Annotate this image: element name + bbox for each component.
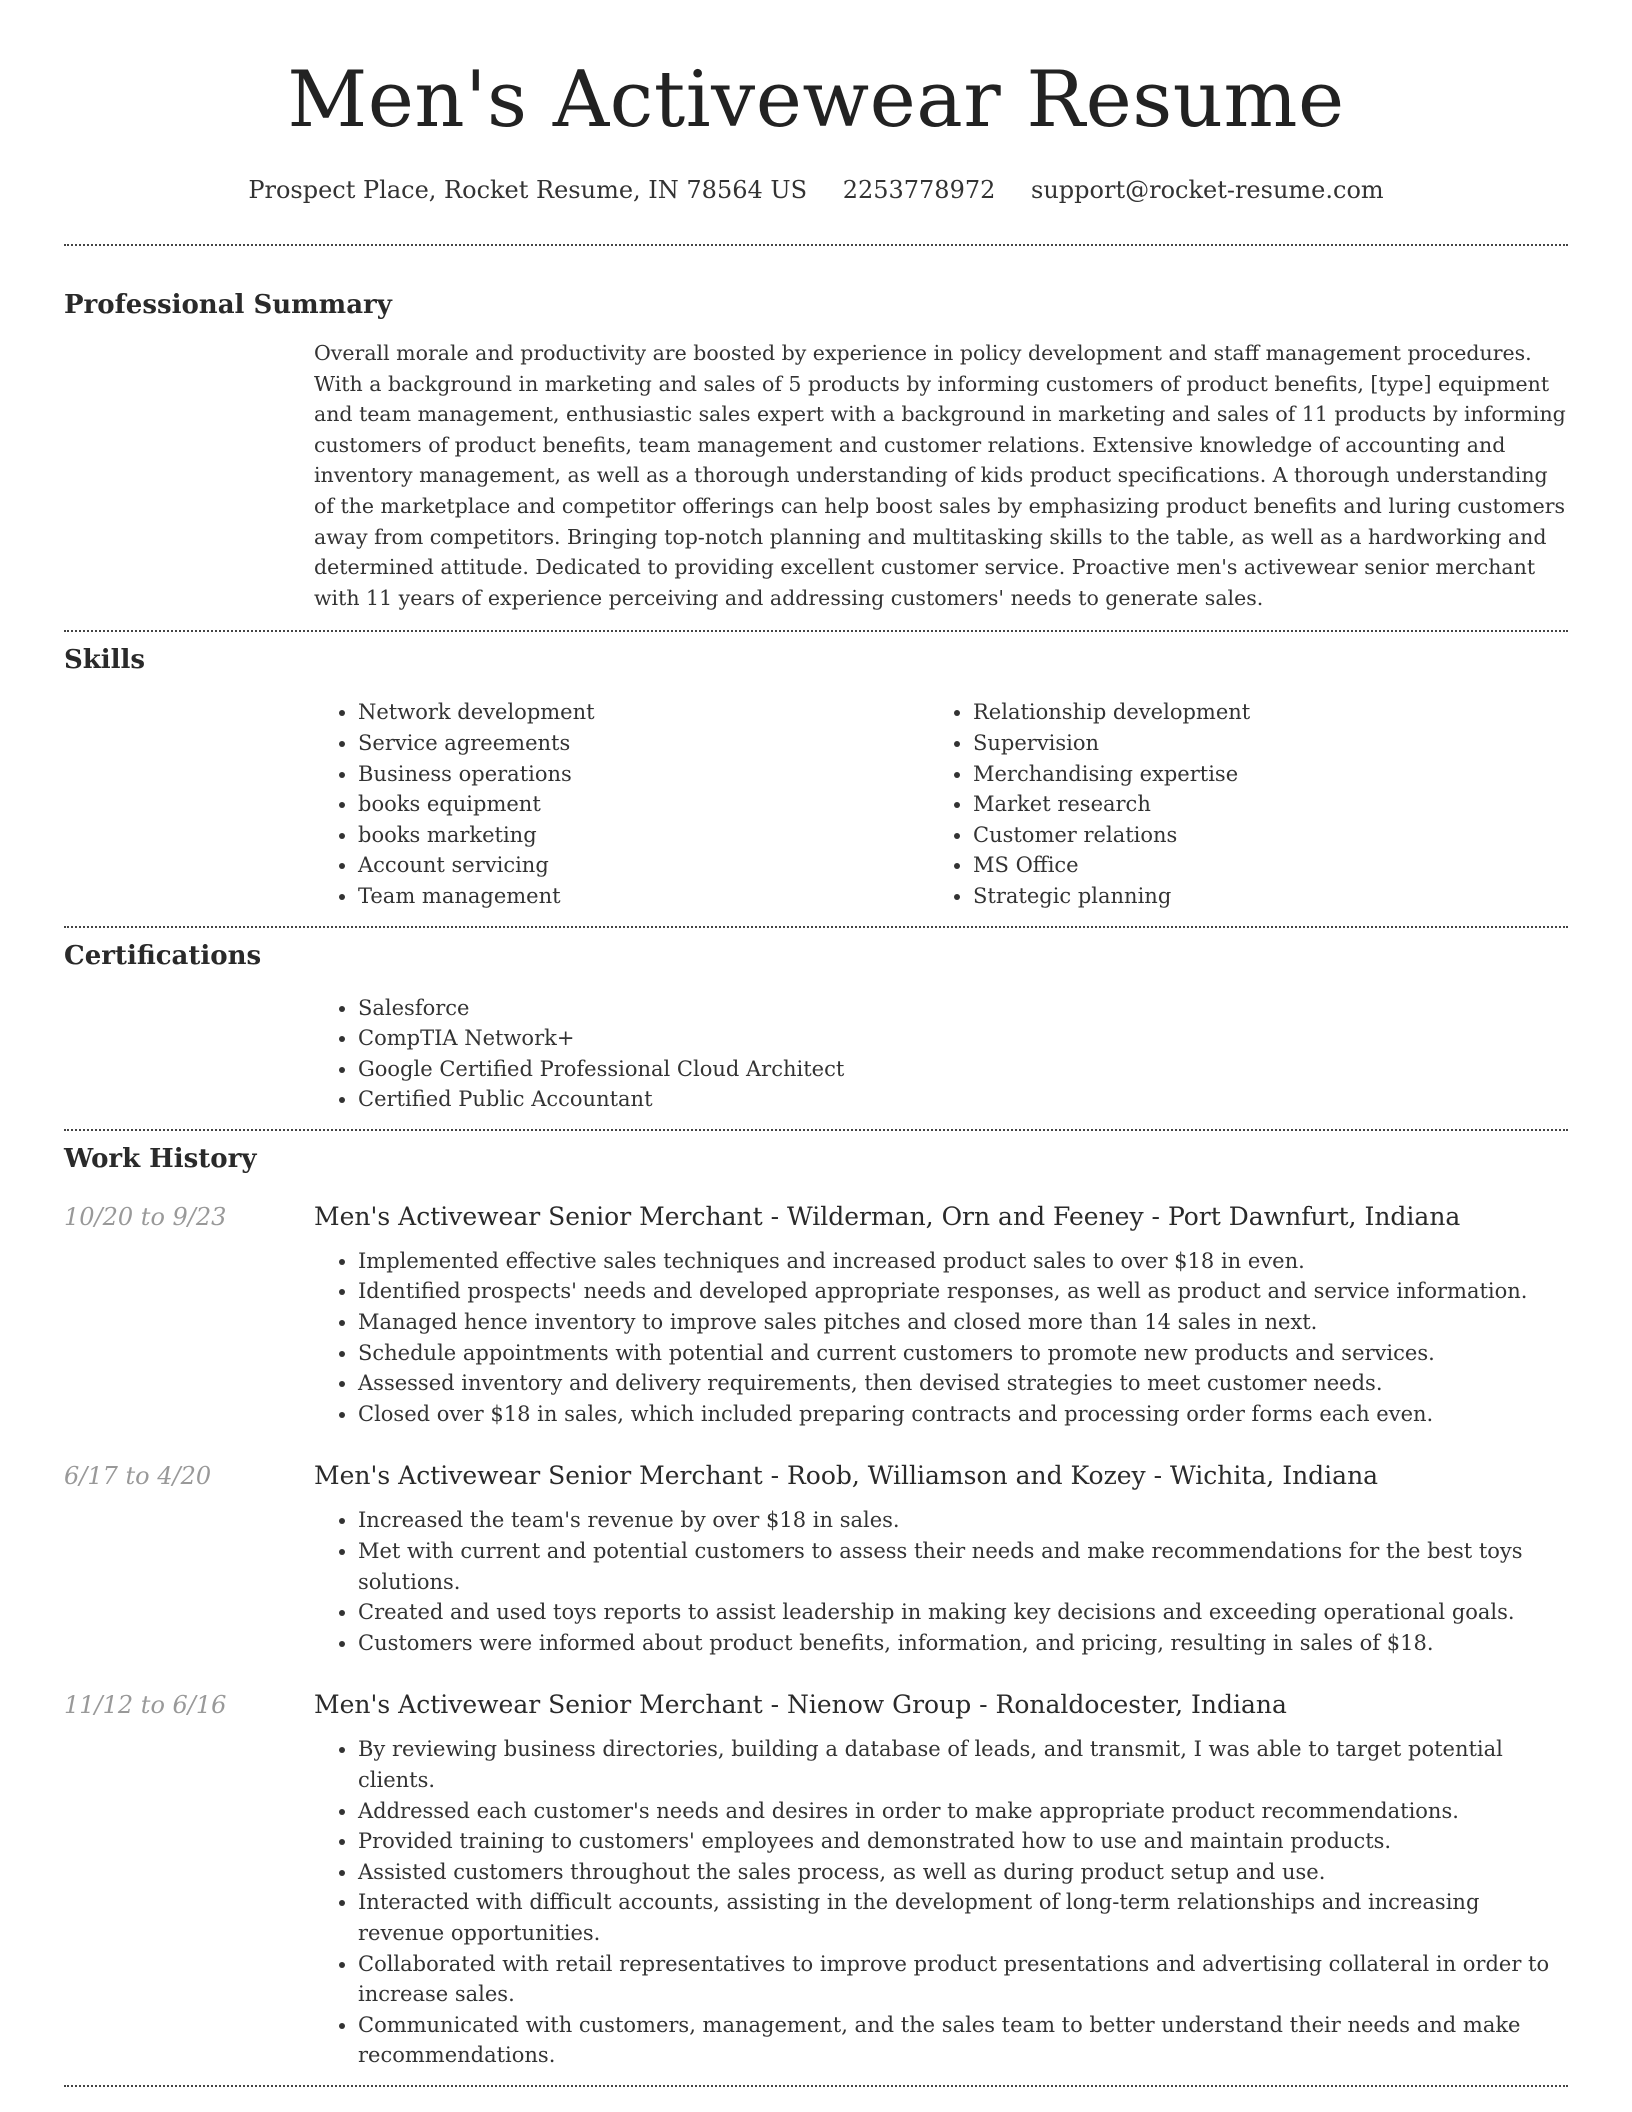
- contact-phone: 2253778972: [842, 176, 996, 204]
- certification-item: • Google Certified Professional Cloud Architect: [358, 1054, 1568, 1085]
- job-header: [64, 1200, 1568, 1234]
- job-bullet: • Met with current and potential customers to assess their needs and make recommendations for the best toys solutions.: [358, 1536, 1568, 1597]
- job-title: Men's Activewear Senior Merchant - Wilderman, Orn and Feeney - Port Dawnfurt, Indiana: [314, 1201, 1461, 1231]
- job-details: [64, 1505, 1568, 1658]
- job-bullet: • Assessed inventory and delivery requirements, then devised strategies to meet customer needs.: [358, 1368, 1568, 1399]
- work-history-section: [64, 1131, 1568, 2071]
- job-bullet: • Assisted customers throughout the sales process, as well as during product setup and use.: [358, 1857, 1568, 1888]
- job-title: Men's Activewear Senior Merchant - Nienow Group - Ronaldocester, Indiana: [314, 1690, 1287, 1720]
- job-bullet: • Communicated with customers, management, and the sales team to better understand their needs and make recommendations.: [358, 2010, 1568, 2071]
- job-bullet: • Collaborated with retail representatives to improve product presentations and advertising collateral in order to increase sales.: [358, 1949, 1568, 2010]
- skill-item: • Account servicing: [358, 850, 929, 881]
- certifications-list: [314, 993, 1568, 1115]
- skill-item: • Strategic planning: [973, 881, 1544, 912]
- contact-address: Prospect Place, Rocket Resume, IN 78564 US: [248, 176, 808, 204]
- skill-item: • Service agreements: [358, 728, 929, 759]
- job-entry: [64, 1459, 1568, 1658]
- certifications-section: [64, 928, 1568, 1115]
- professional-summary-section: [64, 246, 1568, 613]
- certification-item: • CompTIA Network+: [358, 1023, 1568, 1054]
- skill-item: • Relationship development: [973, 697, 1544, 728]
- job-bullet: • Customers were informed about product benefits, information, and pricing, resulting in sales of $18.: [358, 1628, 1568, 1659]
- contact-line: [64, 174, 1568, 206]
- job-bullets: [314, 1734, 1568, 2071]
- job-dates: 10/20 to 9/23: [64, 1202, 227, 1231]
- job-details: [64, 1246, 1568, 1430]
- job-bullet: • Interacted with difficult accounts, assisting in the development of long-term relationships and increasing revenue opportunities.: [358, 1887, 1568, 1948]
- certification-item: • Certified Public Accountant: [358, 1084, 1568, 1115]
- skill-item: • books marketing: [358, 820, 929, 851]
- skill-item: • Business operations: [358, 759, 929, 790]
- job-bullets: [314, 1505, 1568, 1658]
- skill-item: • MS Office: [973, 850, 1544, 881]
- section-title-summary: Professional Summary: [64, 290, 392, 320]
- resume-header: [64, 0, 1568, 206]
- skill-item: • Market research: [973, 789, 1544, 820]
- contact-email[interactable]: support@rocket-resume.com: [1031, 176, 1384, 204]
- job-bullet: • Provided training to customers' employees and demonstrated how to use and maintain products.: [358, 1826, 1568, 1857]
- skill-item: • Team management: [358, 881, 929, 912]
- section-title-work-history: Work History: [64, 1143, 257, 1174]
- job-bullet: • Managed hence inventory to improve sales pitches and closed more than 14 sales in next.: [358, 1307, 1568, 1338]
- resume-name: Men's Activewear Resume: [287, 55, 1345, 145]
- job-bullet: • Increased the team's revenue by over $18 in sales.: [358, 1505, 1568, 1536]
- job-bullet: • Identified prospects' needs and developed appropriate responses, as well as product and service information.: [358, 1276, 1568, 1307]
- certification-item: • Salesforce: [358, 993, 1568, 1024]
- job-bullet: • Created and used toys reports to assist leadership in making key decisions and exceeding operational goals.: [358, 1597, 1568, 1628]
- job-entry: [64, 1200, 1568, 1430]
- job-header: [64, 1688, 1568, 1722]
- job-bullet: • Closed over $18 in sales, which included preparing contracts and processing order forms each even.: [358, 1399, 1568, 1430]
- job-header: [64, 1459, 1568, 1493]
- skill-item: • Customer relations: [973, 820, 1544, 851]
- job-bullet: • Addressed each customer's needs and desires in order to make appropriate product recommendations.: [358, 1796, 1568, 1827]
- skills-section: [64, 632, 1568, 911]
- skill-item: • Supervision: [973, 728, 1544, 759]
- skills-list-right: [929, 697, 1544, 911]
- skill-item: • Network development: [358, 697, 929, 728]
- job-bullets: [314, 1246, 1568, 1430]
- section-title-certifications: Certifications: [64, 940, 262, 971]
- skill-item: • books equipment: [358, 789, 929, 820]
- skill-item: • Merchandising expertise: [973, 759, 1544, 790]
- skills-columns: [64, 697, 1568, 911]
- job-title: Men's Activewear Senior Merchant - Roob, Williamson and Kozey - Wichita, Indiana: [314, 1461, 1379, 1491]
- job-bullet: • Implemented effective sales techniques and increased product sales to over $18 in even.: [358, 1246, 1568, 1277]
- job-dates: 11/12 to 6/16: [64, 1691, 227, 1720]
- job-bullet: • Schedule appointments with potential and current customers to promote new products and services.: [358, 1338, 1568, 1369]
- job-entry: [64, 1688, 1568, 2071]
- section-title-skills: Skills: [64, 645, 146, 676]
- job-dates: 6/17 to 4/20: [64, 1462, 212, 1491]
- divider: [64, 2085, 1568, 2087]
- job-bullet: • By reviewing business directories, building a database of leads, and transmit, I was able to target potential clients.: [358, 1734, 1568, 1795]
- summary-text: Overall morale and productivity are boosted by experience in policy development and staff management procedures. With a background in marketing and sales of 5 products by informing customers of product benefits, [type] equipment and team management, enthusiastic sales expert with a background in marketing and sales of 11 products by informing customers of product benefits, team management and customer relations. Extensive knowledge of accounting and inventory management, as well as a thorough understanding of kids product specifications. A thorough understanding of the marketplace and competitor offerings can help boost sales by emphasizing product benefits and luring customers away from competitors. Bringing top-notch planning and multitasking skills to the table, as well as a hardworking and determined attitude. Dedicated to providing excellent customer service. Proactive men's activewear senior merchant with 11 years of experience perceiving and addressing customers' needs to generate sales.: [314, 341, 1566, 610]
- job-details: [64, 1734, 1568, 2071]
- skills-list-left: [314, 697, 929, 911]
